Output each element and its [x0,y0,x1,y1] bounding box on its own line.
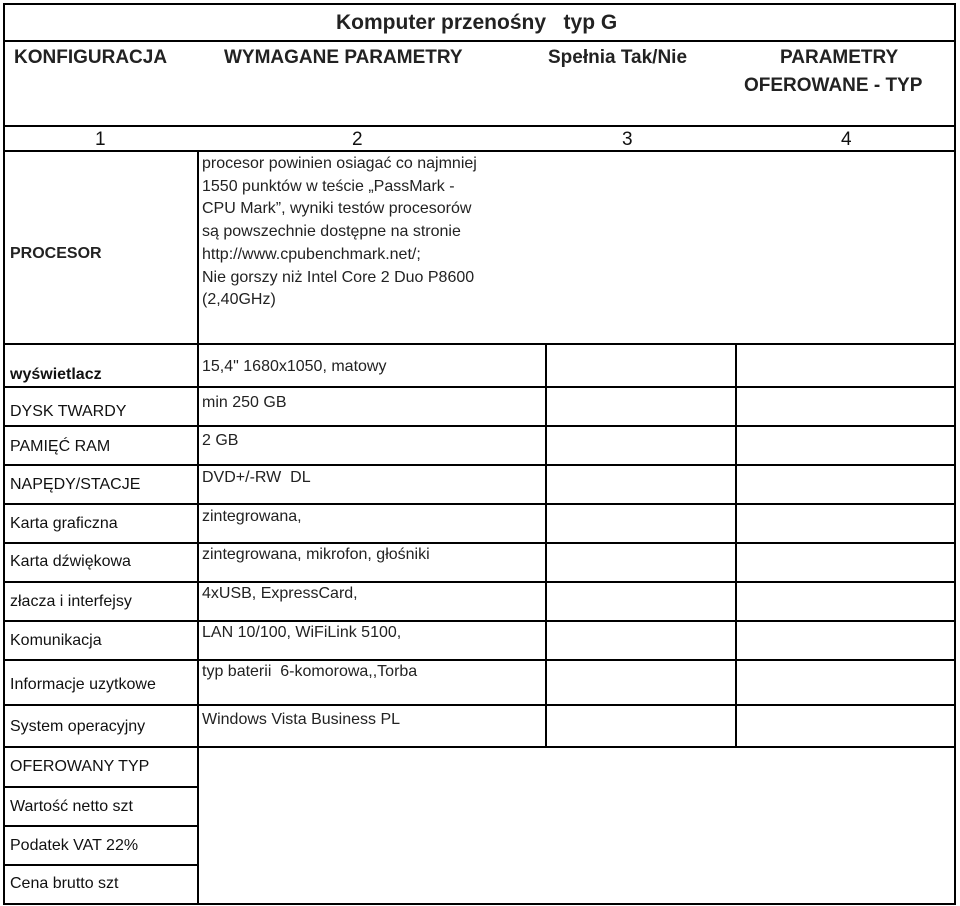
header-parametry-oferowane-line1: PARAMETRY [780,47,899,68]
row-value-zlacza-interfejsy: 4xUSB, ExpressCard, [202,585,358,602]
row-value-karta-graficzna: zintegrowana, [202,508,302,525]
page-title: Komputer przenośny typ G [336,11,618,34]
header-konfiguracja: KONFIGURACJA [14,47,168,68]
header-wymagane-parametry: WYMAGANE PARAMETRY [224,47,463,68]
procesor-description-line: są powszechnie dostępne na stronie [202,223,461,241]
row-label-pamiec-ram: PAMIĘĆ RAM [10,438,111,455]
row-label-wyswietlacz: wyświetlacz [10,366,102,383]
header-parametry-oferowane-line2: OFEROWANE - TYP [744,75,923,96]
vat-label: Podatek VAT 22% [10,837,139,854]
net-value-label: Wartość netto szt [10,798,133,815]
row-value-wyswietlacz: 15,4" 1680x1050, matowy [202,358,387,375]
offered-type-label: OFEROWANY TYP [10,758,150,775]
row-value-karta-dzwiekowa: zintegrowana, mikrofon, głośniki [202,546,430,563]
procesor-description [202,153,532,312]
procesor-description-line: (2,40GHz) [202,291,276,309]
column-number-2: 2 [352,129,363,150]
row-label-napedy-stacje: NAPĘDY/STACJE [10,476,141,493]
row-value-system-operacyjny: Windows Vista Business PL [202,711,401,728]
row-label-dysk-twardy: DYSK TWARDY [10,403,127,420]
procesor-description-line: Nie gorszy niż Intel Core 2 Duo P8600 [202,268,475,286]
row-value-komunikacja: LAN 10/100, WiFiLink 5100, [202,624,402,641]
header-spelnia: Spełnia Tak/Nie [548,47,688,68]
row-label-karta-graficzna: Karta graficzna [10,515,118,532]
row-value-pamiec-ram: 2 GB [202,432,239,449]
row-label-informacje-uzytkowe: Informacje uzytkowe [10,676,156,693]
row-value-dysk-twardy: min 250 GB [202,394,287,411]
procesor-description-line: http://www.cpubenchmark.net/; [202,245,421,263]
procesor-description-line: 1550 punktów w teście „PassMark - [202,177,455,195]
row-label-komunikacja: Komunikacja [10,632,102,649]
column-number-3: 3 [622,129,633,150]
column-number-1: 1 [95,129,106,150]
procesor-description-line: CPU Mark”, wyniki testów procesorów [202,200,472,218]
row-label-karta-dzwiekowa: Karta dźwiękowa [10,553,131,570]
procesor-label: PROCESOR [10,245,102,262]
row-value-informacje-uzytkowe: typ baterii 6-komorowa,,Torba [202,663,418,680]
procesor-description-line: procesor powinien osiagać co najmniej [202,155,477,172]
row-value-napedy-stacje: DVD+/-RW DL [202,469,311,486]
column-number-4: 4 [841,129,852,150]
row-label-zlacza-interfejsy: złacza i interfejsy [10,593,132,610]
row-label-system-operacyjny: System operacyjny [10,718,146,735]
gross-price-label: Cena brutto szt [10,875,119,892]
